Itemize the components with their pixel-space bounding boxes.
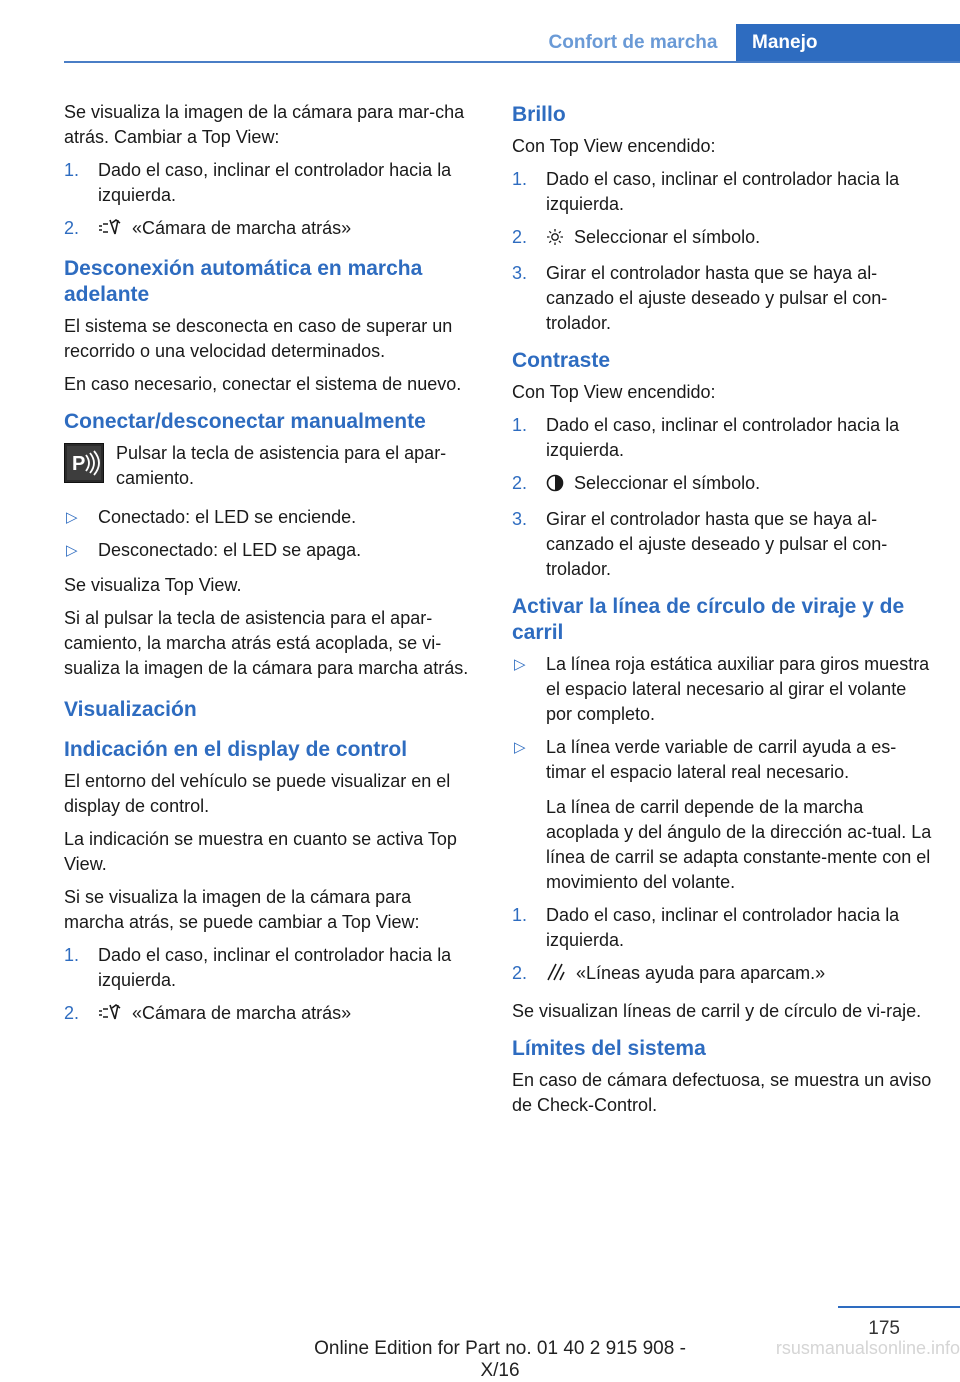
step-number: 1. [64,945,80,965]
park-assist-key-row [64,441,476,491]
indented-paragraph: La línea de carril depende de la marcha acoplada y del ángulo de la dirección ac‐tual. La línea de carril se adapta constante‐mente con el movimiento del volante. [546,797,932,892]
paragraph: El entorno del vehículo se puede visualizar en el display de control. [64,771,451,816]
step-number: 1. [512,415,528,435]
step-text: Girar el controlador hasta que se haya al‐canzado el ajuste deseado y pulsar el con‐trolador. [546,509,888,579]
paragraph: Si al pulsar la tecla de asistencia para el apar‐camiento, la marcha atrás está acoplada, se vi‐sualiza la imagen de la cámara para marcha atrás. [64,608,469,678]
step-number: 3. [512,509,528,529]
step-text: «Cámara de marcha atrás» [132,218,352,238]
section-heading-contraste: Contraste [512,349,611,372]
display-steps-list [64,943,476,1029]
list-item [512,413,932,463]
list-item [512,903,932,953]
paragraph: En caso de cámara defectuosa, se muestra un aviso de Check-Control. [512,1070,932,1115]
paragraph: El sistema se desconecta en caso de superar un recorrido o una velocidad determinados. [64,316,453,361]
intro-paragraph: Se visualiza la imagen de la cámara para mar‐cha atrás. Cambiar a Top View: [64,102,465,147]
step-text: Dado el caso, inclinar el controlador hacia la izquierda. [546,905,900,950]
list-item [512,261,932,336]
list-item [64,505,476,530]
brightness-icon [546,228,564,253]
brillo-steps-list [512,167,932,336]
section-heading-auto-off: Desconexión automática en marcha adelante [64,257,423,306]
paragraph: Se visualiza Top View. [64,575,242,595]
section-heading-lineas: Activar la línea de círculo de viraje y de carril [512,595,905,644]
paragraph: Si se visualiza la imagen de la cámara para marcha atrás, se puede cambiar a Top View: [64,887,420,932]
step-text: Dado el caso, inclinar el controlador hacia la izquierda. [98,160,452,205]
paragraph: La indicación se muestra en cuanto se activa Top View. [64,829,457,874]
reverse-camera-icon [98,217,122,244]
svg-text:P: P [72,453,86,475]
contrast-icon [546,474,564,499]
step-text: «Cámara de marcha atrás» [132,1003,352,1023]
key-instruction: Pulsar la tecla de asistencia para el apar‐camiento. [116,443,447,488]
footer-rule [838,1306,960,1308]
list-item [512,167,932,217]
triangle-bullet-icon: ▷ [514,739,526,756]
step-text: Seleccionar el símbolo. [574,227,761,247]
page-number: 175 [868,1318,900,1339]
led-status-list [64,505,476,563]
section-heading-visualizacion: Visualización [64,698,197,721]
paragraph: En caso necesario, conectar el sistema de nuevo. [64,374,462,394]
paragraph: Con Top View encendido: [512,382,716,402]
park-assist-key-icon [64,443,104,483]
list-item [64,538,476,563]
bullet-text: Conectado: el LED se enciende. [98,507,357,527]
step-number: 2. [64,1003,80,1023]
camera-steps-list [64,158,476,244]
section-heading-brillo: Brillo [512,103,566,126]
list-item [512,961,932,989]
step-number: 2. [512,227,528,247]
list-item [64,158,476,208]
list-item [512,652,932,727]
step-number: 1. [512,169,528,189]
left-column [64,100,476,1039]
right-column [512,100,932,1126]
list-item [64,1001,476,1029]
page-header [0,24,960,62]
paragraph: Se visualizan líneas de carril y de círculo de vi‐raje. [512,1001,922,1021]
list-item [64,943,476,993]
step-text: Dado el caso, inclinar el controlador hacia la izquierda. [98,945,452,990]
edition-line: Online Edition for Part no. 01 40 2 915 908 - X/16 [314,1338,686,1381]
step-text: Seleccionar el símbolo. [574,473,761,493]
triangle-bullet-icon: ▷ [514,656,526,673]
bullet-text: La línea verde variable de carril ayuda a es‐timar el espacio lateral real necesario. [546,737,897,782]
list-item [512,507,932,582]
lineas-steps-list [512,903,932,989]
reverse-camera-icon [98,1002,122,1029]
header-section-title: Confort de marcha [548,32,718,53]
step-number: 2. [512,473,528,493]
section-heading-display: Indicación en el display de control [64,738,408,761]
list-item [512,471,932,499]
step-number: 2. [64,218,80,238]
lineas-bullet-list [512,652,932,785]
triangle-bullet-icon: ▷ [66,509,78,526]
watermark: rsusmanualsonline.info [775,1338,960,1358]
step-text: Dado el caso, inclinar el controlador hacia la izquierda. [546,415,900,460]
paragraph: Con Top View encendido: [512,136,716,156]
step-text: Girar el controlador hasta que se haya al‐canzado el ajuste deseado y pulsar el con‐trolador. [546,263,888,333]
list-item [512,225,932,253]
list-item [64,216,476,244]
header-rule [64,61,960,63]
list-item [512,735,932,785]
bullet-text: La línea roja estática auxiliar para giros muestra el espacio lateral necesario al girar el volante por completo. [546,654,930,724]
step-number: 1. [512,905,528,925]
step-number: 1. [64,160,80,180]
contraste-steps-list [512,413,932,582]
bullet-text: Desconectado: el LED se apaga. [98,540,362,560]
step-number: 3. [512,263,528,283]
parking-lines-icon [546,962,566,989]
step-text: Dado el caso, inclinar el controlador hacia la izquierda. [546,169,900,214]
step-text: «Líneas ayuda para aparcam.» [576,963,826,983]
section-heading-limites: Límites del sistema [512,1037,706,1060]
section-heading-manual: Conectar/desconectar manualmente [64,410,426,433]
triangle-bullet-icon: ▷ [66,542,78,559]
step-number: 2. [512,963,528,983]
header-chapter-tab: Manejo [736,24,960,63]
